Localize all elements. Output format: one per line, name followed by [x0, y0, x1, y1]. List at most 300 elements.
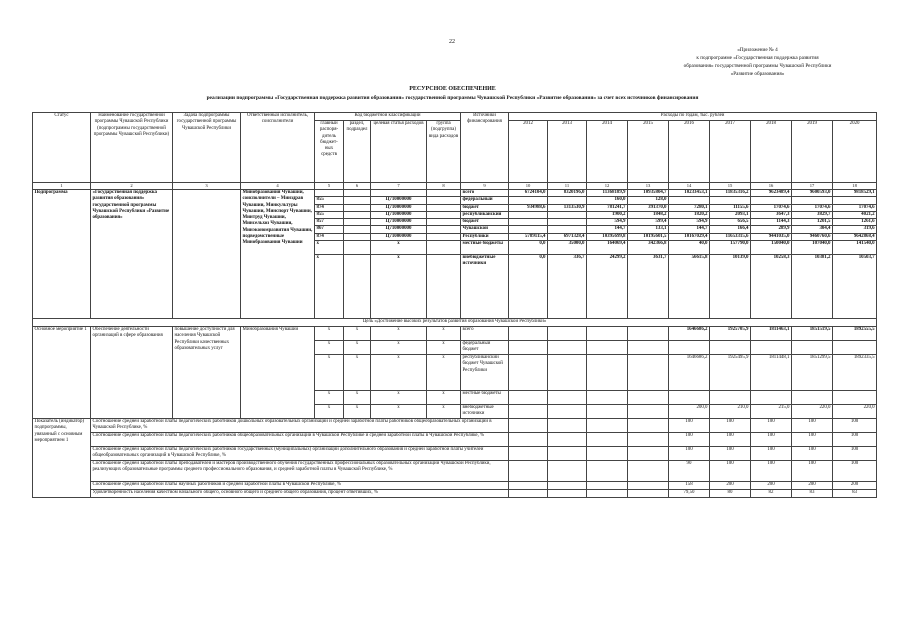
- amount-cell: 107040,0: [792, 241, 833, 255]
- indicator-value: 100: [833, 419, 877, 433]
- funding-source: бюджет: [461, 204, 509, 211]
- amount-cell: 1925495,9: [710, 355, 751, 391]
- amount-cell: [587, 355, 628, 391]
- column-number: 17: [792, 183, 833, 190]
- header-code-group: Код бюджетной классификации: [315, 113, 461, 121]
- amount-cell: 11368189,9: [587, 190, 628, 197]
- amount-cell: 157790,0: [710, 241, 751, 255]
- funding-source: всего: [461, 190, 509, 197]
- grbs-code: 855: [315, 211, 344, 218]
- expense-group-code: [427, 226, 461, 233]
- section-code: [344, 211, 371, 218]
- indicator-value: 100: [751, 433, 792, 447]
- amount-cell: 10395699,8: [587, 233, 628, 240]
- page-number: 22: [449, 39, 455, 45]
- indicator-value: 100: [833, 447, 877, 461]
- target-article-code: Ц710000000: [371, 219, 427, 226]
- header-year: 2014: [587, 121, 628, 183]
- table-row: [33, 190, 877, 197]
- amount-cell: [548, 327, 587, 341]
- amount-cell: [833, 197, 877, 204]
- amount-cell: 6724104,0: [509, 190, 548, 197]
- amount-cell: 289,9: [751, 226, 792, 233]
- table-row: [33, 327, 877, 341]
- target-article-code: х: [371, 355, 427, 391]
- column-number: 8: [427, 183, 461, 190]
- header-year: 2019: [792, 121, 833, 183]
- expense-group-code: [427, 233, 461, 240]
- indicator-value: [628, 419, 669, 433]
- section-code: х: [344, 405, 371, 419]
- indicator-value: 158: [669, 482, 710, 490]
- target-article-code: х: [371, 405, 427, 419]
- amount-cell: [587, 405, 628, 419]
- indicator-value: [548, 490, 587, 498]
- indicator-value: 100: [792, 461, 833, 482]
- appendix-line: «Приложение № 4: [737, 47, 778, 53]
- amount-cell: 1313530,9: [548, 204, 587, 211]
- indicator-value: [587, 419, 628, 433]
- resource-table: [32, 112, 877, 498]
- section-code: х: [344, 341, 371, 355]
- amount-cell: [628, 391, 669, 405]
- funding-source: внебюджетные источники: [461, 405, 509, 419]
- amount-cell: 144,7: [587, 226, 628, 233]
- header-year: 2020: [833, 121, 877, 183]
- amount-cell: 4021,2: [833, 211, 877, 218]
- amount-cell: 166,4: [710, 226, 751, 233]
- indicator-value: [509, 461, 548, 482]
- indicator-value: [548, 447, 587, 461]
- expense-group-code: [427, 255, 461, 319]
- amount-cell: 3631,7: [628, 255, 669, 319]
- indicator-value: [548, 433, 587, 447]
- indicator-value: [628, 433, 669, 447]
- indicator-value: [548, 461, 587, 482]
- indicator-value: [628, 447, 669, 461]
- grbs-code: 867: [315, 226, 344, 233]
- amount-cell: [710, 391, 751, 405]
- column-number: 16: [751, 183, 792, 190]
- amount-cell: [548, 355, 587, 391]
- target-article-code: Ц710000000: [371, 211, 427, 218]
- amount-cell: 220,0: [792, 405, 833, 419]
- expense-group-code: х: [427, 391, 461, 405]
- target-article-code: [371, 190, 427, 197]
- amount-cell: [669, 391, 710, 405]
- indicator-value: 100: [669, 419, 710, 433]
- amount-cell: [509, 327, 548, 341]
- amount-cell: 10167029,4: [669, 233, 710, 240]
- indicator-value: [587, 482, 628, 490]
- indicator-row: [33, 490, 877, 498]
- amount-cell: 3829,7: [792, 211, 833, 218]
- target-article-code: х: [371, 327, 427, 341]
- amount-cell: 35000,0: [548, 241, 587, 255]
- column-number: 18: [833, 183, 877, 190]
- indicator-value: [628, 490, 669, 498]
- document-subtitle: реализации подпрограммы «Государственная поддержка развития образования» государственной программы Чувашской Республики «Развитие образования» за счет всех источников финансирования: [206, 95, 699, 101]
- amount-cell: 160,0: [587, 197, 628, 204]
- amount-cell: 10258,3: [751, 255, 792, 319]
- amount-cell: [548, 211, 587, 218]
- section-code: [344, 190, 371, 197]
- amount-cell: [710, 341, 751, 355]
- indicator-value: [587, 447, 628, 461]
- amount-cell: 599,4: [628, 219, 669, 226]
- indicator-value: 100: [669, 433, 710, 447]
- indicator-value: [509, 482, 548, 490]
- indicator-text: Соотношение средней заработной платы преподавателей и мастеров производственного обучения государственных профессиональных образовательных организаций Чувашской Республики, реализующих образовательные программы среднего профессионального образования, и средней заработной платы в Чувашской Республике, %: [91, 461, 509, 482]
- amount-cell: 934988,6: [509, 204, 548, 211]
- funding-source: федеральный: [461, 197, 509, 204]
- amount-cell: [548, 219, 587, 226]
- amount-cell: 220,0: [833, 405, 877, 419]
- amount-cell: [587, 341, 628, 355]
- column-number: 15: [710, 183, 751, 190]
- header-source: Источники финансирования: [461, 113, 509, 183]
- amount-cell: 319,6: [833, 226, 877, 233]
- amount-cell: 210,0: [710, 405, 751, 419]
- responsible-executor: Минобразования Чувашии: [241, 327, 315, 419]
- column-number: 14: [669, 183, 710, 190]
- expense-group-code: [427, 190, 461, 197]
- amount-cell: 11653315,6: [710, 233, 751, 240]
- amount-cell: [751, 341, 792, 355]
- amount-cell: 781241,7: [587, 204, 628, 211]
- header-year: 2015: [628, 121, 669, 183]
- amount-cell: [509, 355, 548, 391]
- expense-group-code: [427, 219, 461, 226]
- section-code: х: [344, 391, 371, 405]
- amount-cell: 141540,0: [833, 241, 877, 255]
- amount-cell: [587, 391, 628, 405]
- amount-cell: [628, 341, 669, 355]
- section-code: [344, 219, 371, 226]
- indicator-value: [628, 461, 669, 482]
- header-section: раздел, подраздел: [344, 121, 371, 183]
- indicator-value: [509, 490, 548, 498]
- grbs-code: х: [315, 355, 344, 391]
- amount-cell: 150040,0: [751, 241, 792, 255]
- funding-source: всего: [461, 327, 509, 341]
- indicator-value: 200: [833, 482, 877, 490]
- responsible-executor: Минобразования Чувашии, соисполнители – Минздрав Чувашии, Минкультуры Чувашии, Минспорт Чувашии, Минтруд Чувашии, Минсельхоз Чувашии, Минэкономразвития Чувашии, подведомственные Минобразования Чувашии: [241, 190, 315, 319]
- indicator-value: 100: [710, 419, 751, 433]
- funding-source: бюджет: [461, 219, 509, 226]
- indicator-value: 100: [751, 461, 792, 482]
- goal-text: Цель «Достижение высоких результатов развития образования Чувашской Республики»: [33, 319, 877, 327]
- amount-cell: [710, 197, 751, 204]
- indicator-value: 100: [792, 419, 833, 433]
- amount-cell: 10935804,7: [628, 190, 669, 197]
- indicator-row: [33, 419, 877, 433]
- section-code: х: [344, 327, 371, 341]
- grbs-code: х: [315, 405, 344, 419]
- amount-cell: 1848,2: [628, 211, 669, 218]
- amount-cell: 1892335,5: [833, 355, 877, 391]
- indicator-value: [509, 419, 548, 433]
- appendix-header: [640, 46, 875, 78]
- indicator-value: [587, 490, 628, 498]
- indicator-text: Соотношение средней заработной платы педагогических работников государственных (муниципальных) организаций дополнительного образования и средней заработной платы учителей общеобразовательных организаций в Чувашской Республике, %: [91, 447, 509, 461]
- amount-cell: [833, 341, 877, 355]
- target-article-code: Ц710000000: [371, 204, 427, 211]
- column-number-row: [33, 183, 877, 190]
- column-number: 5: [315, 183, 344, 190]
- document-title: РЕСУРСНОЕ ОБЕСПЕЧЕНИЕ: [409, 86, 496, 92]
- indicator-text: Соотношение средней заработной платы педагогических работников общеобразовательных организаций в Чувашской Республике и средней заработной платы в Чувашской Республике, %: [91, 433, 509, 447]
- goal-row: [33, 319, 877, 327]
- appendix-line: «Развитие образования»: [730, 71, 785, 77]
- funding-source: местные бюджеты: [461, 391, 509, 405]
- amount-cell: [628, 327, 669, 341]
- indicator-value: 100: [751, 419, 792, 433]
- indicator-value: 200: [792, 482, 833, 490]
- header-year: 2018: [751, 121, 792, 183]
- amount-cell: 2093,1: [710, 211, 751, 218]
- funding-source: Чувашской: [461, 226, 509, 233]
- expense-group-code: х: [427, 341, 461, 355]
- amount-cell: 1144,3: [751, 219, 792, 226]
- amount-cell: [509, 219, 548, 226]
- grbs-code: 857: [315, 219, 344, 226]
- row-status: Основное мероприятие 1: [33, 327, 91, 419]
- amount-cell: 1811463,1: [751, 327, 792, 341]
- amount-cell: 656,5: [710, 219, 751, 226]
- amount-cell: 9441035,0: [751, 233, 792, 240]
- amount-cell: 5789115,4: [509, 233, 548, 240]
- expense-group-code: х: [427, 327, 461, 341]
- amount-cell: [669, 197, 710, 204]
- amount-cell: 1820,2: [669, 211, 710, 218]
- grbs-code: 855: [315, 197, 344, 204]
- amount-cell: 17074,6: [833, 204, 877, 211]
- indicator-value: [548, 419, 587, 433]
- row-status: Подпрограмма: [33, 190, 91, 319]
- header-year: 2016: [669, 121, 710, 183]
- amount-cell: 17074,6: [792, 204, 833, 211]
- indicator-row: [33, 461, 877, 482]
- amount-cell: 200,0: [669, 405, 710, 419]
- indicator-text: Соотношение средней заработной платы научных работников и средней заработной платы в Чувашской Республике, %: [91, 482, 509, 490]
- indicator-text: Соотношение средней заработной платы педагогических работников дошкольных образовательных организаций и средней заработной платы работников общеобразовательных организаций в Чувашской Республике, %: [91, 419, 509, 433]
- column-number: 4: [241, 183, 315, 190]
- indicator-value: 90: [669, 461, 710, 482]
- task-cell: [173, 190, 241, 319]
- section-code: [344, 233, 371, 240]
- amount-cell: [628, 405, 669, 419]
- expense-group-code: х: [427, 405, 461, 419]
- indicator-value: [509, 433, 548, 447]
- amount-cell: 133,1: [628, 226, 669, 233]
- amount-cell: [509, 211, 548, 218]
- amount-cell: [792, 341, 833, 355]
- column-number: 9: [461, 183, 509, 190]
- header-expense-group: группа (подгруппа) вида расходов: [427, 121, 461, 183]
- amount-cell: 1851299,5: [792, 355, 833, 391]
- column-number: 1: [33, 183, 91, 190]
- header-task: Задача подпрограммы государственной программы Чувашской Республики: [173, 113, 241, 183]
- amount-cell: 3647,3: [751, 211, 792, 218]
- indicator-row: [33, 447, 877, 461]
- indicator-value: 100: [833, 461, 877, 482]
- amount-cell: 24299,2: [587, 255, 628, 319]
- header-name: Наименование государственной программы Чувашской Республики (подпрограммы государственной программы Чувашской Республики): [91, 113, 173, 183]
- grbs-code: [315, 190, 344, 197]
- funding-source: внебюджетные источники: [461, 255, 509, 319]
- target-article-code: Ц710000000: [371, 197, 427, 204]
- appendix-line: к подпрограмме «Государственная поддержка развития: [696, 55, 819, 61]
- amount-cell: 594,9: [587, 219, 628, 226]
- funding-source: республиканский бюджет Чувашской Республики: [461, 355, 509, 391]
- appendix-line: образования» государственной программы Чувашской Республики: [683, 63, 832, 69]
- header-target-article: целевая статья расходов: [371, 121, 427, 183]
- amount-cell: 7280,1: [669, 204, 710, 211]
- indicator-value: 100: [710, 433, 751, 447]
- amount-cell: 1646686,2: [669, 327, 710, 341]
- amount-cell: [548, 197, 587, 204]
- amount-cell: 1261,6: [833, 219, 877, 226]
- funding-source: республиканский: [461, 211, 509, 218]
- indicator-row: [33, 433, 877, 447]
- column-number: 6: [344, 183, 371, 190]
- header-year: 2017: [710, 121, 751, 183]
- column-number: 3: [173, 183, 241, 190]
- amount-cell: [628, 355, 669, 391]
- target-article-code: х: [371, 391, 427, 405]
- amount-cell: 10381,2: [792, 255, 833, 319]
- amount-cell: 336,7: [548, 255, 587, 319]
- header-year: 2012: [509, 121, 548, 183]
- amount-cell: 10503,7: [833, 255, 877, 319]
- amount-cell: [548, 391, 587, 405]
- amount-cell: 164069,4: [587, 241, 628, 255]
- expense-group-code: [427, 241, 461, 255]
- amount-cell: 17074,6: [751, 204, 792, 211]
- amount-cell: [509, 341, 548, 355]
- amount-cell: 9623489,4: [751, 190, 792, 197]
- section-code: [344, 226, 371, 233]
- amount-cell: 9642868,4: [833, 233, 877, 240]
- indicator-value: 82: [751, 490, 792, 498]
- indicator-value: 200: [710, 482, 751, 490]
- amount-cell: 215,0: [751, 405, 792, 419]
- target-article-code: Ц710000000: [371, 226, 427, 233]
- indicator-text: Удовлетворенность населения качеством начального общего, основного общего и среднего общего образования, процент ответивших, %: [91, 490, 509, 498]
- section-code: [344, 255, 371, 319]
- amount-cell: 1646686,2: [669, 355, 710, 391]
- amount-cell: [587, 327, 628, 341]
- column-number: 11: [548, 183, 587, 190]
- amount-cell: 594,9: [669, 219, 710, 226]
- amount-cell: 9600593,0: [792, 190, 833, 197]
- indicator-value: [628, 482, 669, 490]
- indicator-value: 83: [792, 490, 833, 498]
- section-code: [344, 241, 371, 255]
- amount-cell: [833, 391, 877, 405]
- indicator-value: 100: [792, 433, 833, 447]
- amount-cell: [548, 341, 587, 355]
- indicator-value: 200: [751, 482, 792, 490]
- row-status: Показатель (индикатор) подпрограммы, увязанный с основным мероприятием 1: [33, 419, 91, 498]
- indicator-value: 80: [710, 490, 751, 498]
- target-article-code: х: [371, 341, 427, 355]
- amount-cell: 391370,0: [628, 204, 669, 211]
- amount-cell: [548, 226, 587, 233]
- column-number: 13: [628, 183, 669, 190]
- amount-cell: [792, 197, 833, 204]
- indicator-value: 100: [792, 447, 833, 461]
- amount-cell: [751, 391, 792, 405]
- amount-cell: 128,0: [628, 197, 669, 204]
- task-cell: повышение доступности для населения Чувашской Республики качественных образовательных услуг: [173, 327, 241, 419]
- amount-cell: 144,7: [669, 226, 710, 233]
- amount-cell: 11155,6: [710, 204, 751, 211]
- indicator-value: [548, 482, 587, 490]
- amount-cell: 10233453,1: [669, 190, 710, 197]
- amount-cell: 10195601,5: [628, 233, 669, 240]
- column-number: 10: [509, 183, 548, 190]
- indicator-value: [587, 433, 628, 447]
- indicator-value: 100: [710, 461, 751, 482]
- header-responsible: Ответственный исполнитель, соисполнители: [241, 113, 315, 183]
- grbs-code: х: [315, 241, 344, 255]
- column-number: 2: [91, 183, 173, 190]
- amount-cell: 1201,5: [792, 219, 833, 226]
- amount-cell: 0,0: [509, 241, 548, 255]
- funding-source: федеральный бюджет: [461, 341, 509, 355]
- amount-cell: 40,0: [669, 241, 710, 255]
- funding-source: Республики: [461, 233, 509, 240]
- indicator-value: [509, 447, 548, 461]
- indicator-value: 83: [833, 490, 877, 498]
- expense-group-code: [427, 211, 461, 218]
- grbs-code: х: [315, 391, 344, 405]
- amount-cell: 1851519,5: [792, 327, 833, 341]
- grbs-code: х: [315, 341, 344, 355]
- target-article-code: х: [371, 255, 427, 319]
- header-years-group: Расходы по годам, тыс. рублей: [509, 113, 877, 121]
- event-name: Обеспечение деятельности организаций в сфере образования: [91, 327, 173, 419]
- expense-group-code: [427, 204, 461, 211]
- expense-group-code: х: [427, 355, 461, 391]
- target-article-code: х: [371, 241, 427, 255]
- amount-cell: 8320196,0: [548, 190, 587, 197]
- indicator-value: [587, 461, 628, 482]
- grbs-code: 874: [315, 233, 344, 240]
- funding-source: местные бюджеты: [461, 241, 509, 255]
- column-number: 12: [587, 183, 628, 190]
- amount-cell: [751, 197, 792, 204]
- amount-cell: 9460760,6: [792, 233, 833, 240]
- header-grbs: главный распоря-дитель бюджет-ных средств: [315, 121, 344, 183]
- amount-cell: [509, 197, 548, 204]
- indicator-value: 79,50: [669, 490, 710, 498]
- amount-cell: [792, 391, 833, 405]
- indicator-row: [33, 482, 877, 490]
- amount-cell: [509, 405, 548, 419]
- amount-cell: [548, 405, 587, 419]
- amount-cell: 1811448,1: [751, 355, 792, 391]
- amount-cell: [509, 391, 548, 405]
- indicator-value: 100: [833, 433, 877, 447]
- column-number: 7: [371, 183, 427, 190]
- amount-cell: 9818529,1: [833, 190, 877, 197]
- indicator-value: 100: [710, 447, 751, 461]
- amount-cell: [669, 341, 710, 355]
- amount-cell: 342366,8: [628, 241, 669, 255]
